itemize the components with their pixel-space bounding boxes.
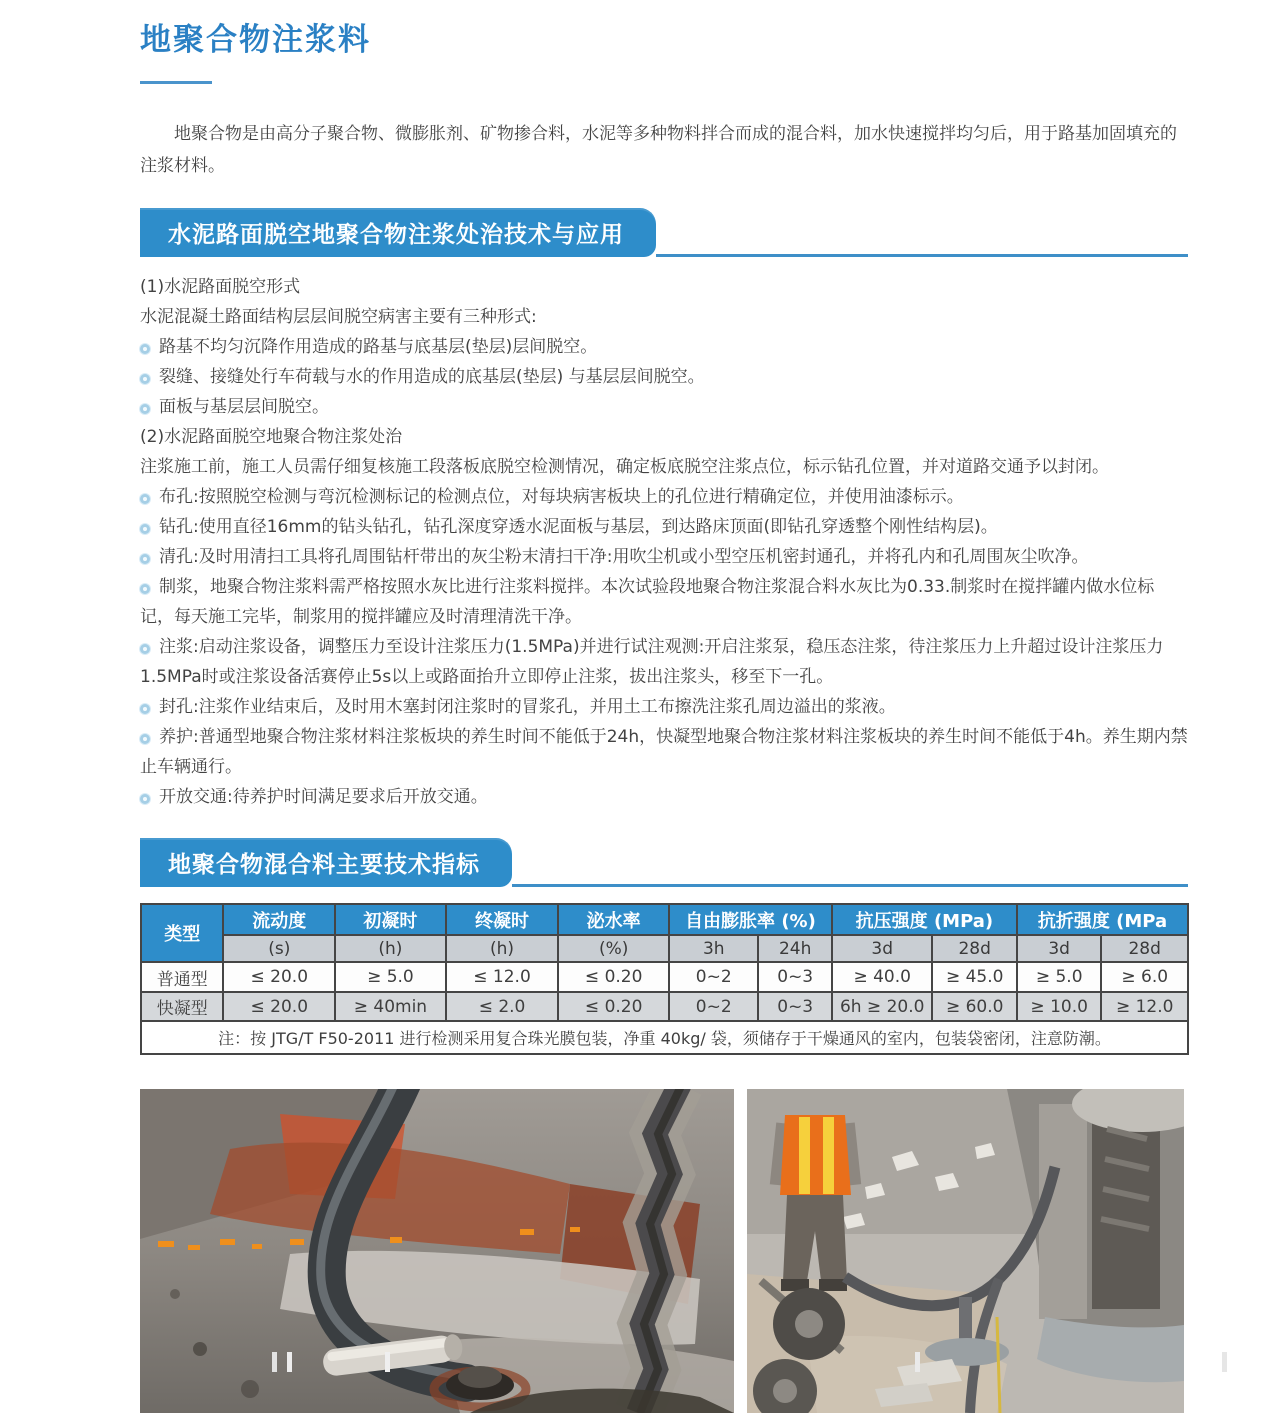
table-value-cell: ≥ 40.0 [832, 962, 933, 992]
page-title: 地聚合物注浆料 [140, 22, 371, 58]
table-unit-cell: (h) [446, 935, 559, 962]
next-row-cutoff [0, 1352, 1280, 1372]
section1-body [140, 272, 1188, 812]
ring-bullet-icon [140, 704, 150, 714]
table-unit-cell: 3h [669, 935, 759, 962]
bullet-line: 布孔:按照脱空检测与弯沉检测标记的检测点位，对每块病害板块上的孔位进行精确定位，并使用油漆标示。 [140, 482, 1188, 512]
table-column-header: 流动度 [223, 904, 335, 935]
section1-banner-row [140, 208, 1188, 257]
table-column-header: 抗折强度 (MPa [1017, 904, 1188, 935]
ring-bullet-icon [140, 344, 150, 354]
ring-bullet-icon [140, 644, 150, 654]
bullet-line: 钻孔:使用直径16mm的钻头钻孔，钻孔深度穿透水泥面板与基层，到达路床顶面(即钻孔穿透整个刚性结构层)。 [140, 512, 1188, 542]
bullet-line: 注浆:启动注浆设备，调整压力至设计注浆压力(1.5MPa)并进行试注观测:开启注浆泵，稳压态注浆，待注浆压力上升超过设计注浆压力1.5MPa时或注浆设备活赛停止5s以上或路面抬升立即停止注浆，拔出注浆头，移至下一孔。 [140, 637, 1164, 687]
ring-bullet-icon [140, 524, 150, 534]
table-row-label: 普通型 [141, 962, 223, 992]
table-unit-cell: 28d [1101, 935, 1188, 962]
bullet-line: 路基不均匀沉降作用造成的路基与底基层(垫层)层间脱空。 [140, 332, 1188, 362]
technical-spec-table [140, 903, 1189, 1055]
table-value-cell: 0~2 [669, 962, 759, 992]
bullet-line: 封孔:注浆作业结束后，及时用木塞封闭注浆时的冒浆孔，并用土工布擦洗注浆孔周边溢出的浆液。 [140, 692, 1188, 722]
section1-banner-rule [656, 254, 1188, 257]
table-unit-cell: 3d [832, 935, 933, 962]
ring-bullet-icon [140, 584, 150, 594]
ring-bullet-icon [140, 374, 150, 384]
title-underline [140, 81, 212, 84]
table-value-cell: ≤ 20.0 [223, 992, 335, 1021]
table-value-cell: ≥ 12.0 [1101, 992, 1188, 1021]
table-value-cell: ≤ 20.0 [223, 962, 335, 992]
ring-bullet-icon [140, 554, 150, 564]
ring-bullet-icon [140, 794, 150, 804]
table-unit-cell: 3d [1017, 935, 1101, 962]
table-value-cell: ≥ 5.0 [335, 962, 446, 992]
table-row-label: 快凝型 [141, 992, 223, 1021]
table-unit-cell: (s) [223, 935, 335, 962]
text-line: (1)水泥路面脱空形式 [140, 277, 301, 297]
table-value-cell: ≤ 12.0 [446, 962, 559, 992]
table-corner-header: 类型 [141, 904, 223, 962]
bullet-line: 制浆，地聚合物注浆料需严格按照水灰比进行注浆料搅拌。本次试验段地聚合物注浆混合料水灰比为0.33.制浆时在搅拌罐内做水位标记，每天施工完毕，制浆用的搅拌罐应及时清理清洗干净。 [140, 577, 1155, 627]
table-value-cell: ≥ 40min [335, 992, 446, 1021]
text-line: 水泥混凝土路面结构层层间脱空病害主要有三种形式: [140, 307, 537, 327]
section2-banner [140, 838, 512, 887]
document-page [140, 0, 1188, 1413]
table-note: 注：按 JTG/T F50-2011 进行检测采用复合珠光膜包装，净重 40kg/ 袋，须储存于干燥通风的室内，包装袋密闭，注意防潮。 [141, 1021, 1188, 1054]
table-row [141, 992, 1188, 1021]
table-value-cell: ≥ 60.0 [932, 992, 1016, 1021]
bullet-line: 养护:普通型地聚合物注浆材料注浆板块的养生时间不能低于24h，快凝型地聚合物注浆材料注浆板块的养生时间不能低于4h。养生期内禁止车辆通行。 [140, 727, 1188, 777]
table-value-cell: ≥ 45.0 [932, 962, 1016, 992]
table-value-cell: ≥ 10.0 [1017, 992, 1101, 1021]
table-unit-cell: (%) [558, 935, 669, 962]
table-column-header: 自由膨胀率 (%) [669, 904, 832, 935]
table-column-header: 终凝时 [446, 904, 559, 935]
table-value-cell: 0~2 [669, 992, 759, 1021]
table-unit-cell: 28d [932, 935, 1016, 962]
bullet-line: 开放交通:待养护时间满足要求后开放交通。 [140, 782, 1188, 812]
ring-bullet-icon [140, 734, 150, 744]
section2-banner-label: 地聚合物混合料主要技术指标 [168, 852, 480, 878]
section1-banner [140, 208, 656, 257]
table-unit-cell: 24h [758, 935, 831, 962]
section1-banner-label: 水泥路面脱空地聚合物注浆处治技术与应用 [168, 222, 624, 248]
table-value-cell: ≥ 6.0 [1101, 962, 1188, 992]
table-value-cell: ≥ 5.0 [1017, 962, 1101, 992]
table-column-header: 抗压强度 (MPa) [832, 904, 1017, 935]
ring-bullet-icon [140, 404, 150, 414]
table-value-cell: ≤ 2.0 [446, 992, 559, 1021]
table-value-cell: ≤ 0.20 [558, 992, 669, 1021]
text-line: (2)水泥路面脱空地聚合物注浆处治 [140, 427, 403, 447]
bullet-line: 清孔:及时用清扫工具将孔周围钻杆带出的灰尘粉末清扫干净:用吹尘机或小型空压机密封通孔，并将孔内和孔周围灰尘吹净。 [140, 542, 1188, 572]
bullet-line: 面板与基层层间脱空。 [140, 392, 1188, 422]
text-line: 注浆施工前，施工人员需仔细复核施工段落板底脱空检测情况，确定板底脱空注浆点位，标示钻孔位置，并对道路交通予以封闭。 [140, 457, 1109, 477]
table-column-header: 泌水率 [558, 904, 669, 935]
bullet-line: 裂缝、接缝处行车荷载与水的作用造成的底基层(垫层) 与基层层间脱空。 [140, 362, 1188, 392]
table-value-cell: 6h ≥ 20.0 [832, 992, 933, 1021]
ring-bullet-icon [140, 494, 150, 504]
section2-banner-row [140, 838, 1188, 887]
table-unit-cell: (h) [335, 935, 446, 962]
table-value-cell: 0~3 [758, 992, 831, 1021]
table-value-cell: 0~3 [758, 962, 831, 992]
section2-banner-rule [512, 884, 1188, 887]
table-value-cell: ≤ 0.20 [558, 962, 669, 992]
table-column-header: 初凝时 [335, 904, 446, 935]
intro-paragraph: 地聚合物是由高分子聚合物、微膨胀剂、矿物掺合料，水泥等多种物料拌合而成的混合料，加水快速搅拌均匀后，用于路基加固填充的注浆材料。 [140, 124, 1177, 176]
table-row [141, 962, 1188, 992]
